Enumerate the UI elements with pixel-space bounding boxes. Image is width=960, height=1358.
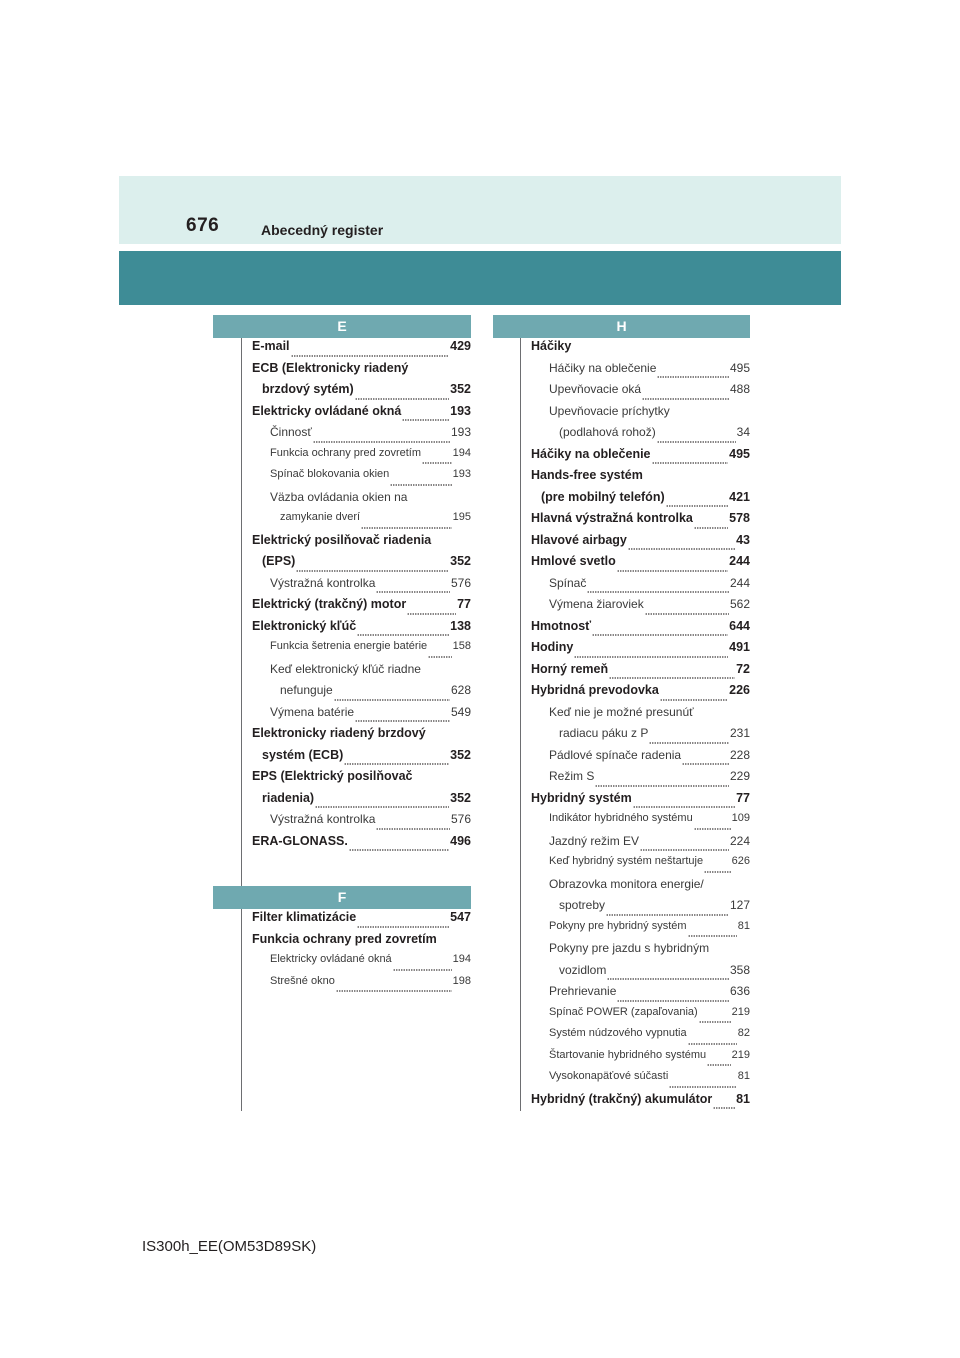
index-subentry: zamykanie dverí 195 <box>252 511 471 533</box>
index-subentry: Spínač 244 <box>531 576 750 598</box>
index-entry: Hlavové airbagy 43 <box>531 533 750 555</box>
index-entry: Hlavná výstražná kontrolka 578 <box>531 511 750 533</box>
index-subentry: radiacu páku z P 231 <box>531 726 750 748</box>
index-entry: Hmotnosť 644 <box>531 619 750 641</box>
index-subentry: Indikátor hybridného systému 109 <box>531 812 750 834</box>
index-entry: Hybridný (trakčný) akumulátor 81 <box>531 1092 750 1114</box>
index-entry: Hmlové svetlo 244 <box>531 554 750 576</box>
index-entry: Háčiky na oblečenie 495 <box>531 447 750 469</box>
index-entry: (EPS) 352 <box>252 554 471 576</box>
index-subentry: Keď nie je možné presunúť <box>549 704 694 719</box>
index-subentry: Pokyny pre hybridný systém 81 <box>531 920 750 942</box>
index-subentry: Výstražná kontrolka 576 <box>252 576 471 598</box>
index-entry: Filter klimatizácie 547 <box>252 910 471 932</box>
index-subentry: Keď elektronický kľúč riadne <box>270 661 421 676</box>
index-entry: Hybridný systém 77 <box>531 791 750 813</box>
index-entry: Funkcia ochrany pred zovretím <box>252 931 437 946</box>
section-h-entries <box>531 339 750 1113</box>
index-subentry: Spínač POWER (zapaľovania) 219 <box>531 1006 750 1028</box>
index-entry: Elektronický kľúč 138 <box>252 619 471 641</box>
index-entry: Hodiny 491 <box>531 640 750 662</box>
section-heading-e: E <box>213 315 471 338</box>
section-f-entries <box>252 910 471 996</box>
index-subentry: (podlahová rohož) 34 <box>531 425 750 447</box>
index-subentry: Väzba ovládania okien na <box>270 489 408 504</box>
index-subentry: Funkcia ochrany pred zovretím 194 <box>252 447 471 469</box>
section-heading-f: F <box>213 886 471 909</box>
index-subentry: Upevňovacie príchytky <box>549 403 670 418</box>
index-subentry: Vysokonapäťové súčasti 81 <box>531 1070 750 1092</box>
index-subentry: Výmena žiaroviek 562 <box>531 597 750 619</box>
index-subentry: Upevňovacie oká 488 <box>531 382 750 404</box>
index-entry: Hands-free systém <box>531 468 643 482</box>
index-subentry: Výstražná kontrolka 576 <box>252 812 471 834</box>
section-heading-h: H <box>493 315 750 338</box>
section-e-entries <box>252 339 471 855</box>
index-entry: riadenia) 352 <box>252 791 471 813</box>
index-entry: Hybridná prevodovka 226 <box>531 683 750 705</box>
index-subentry: Jazdný režim EV 224 <box>531 834 750 856</box>
index-subentry: Režim S 229 <box>531 769 750 791</box>
index-subentry: Spínač blokovania okien 193 <box>252 468 471 490</box>
index-subentry: Systém núdzového vypnutia 82 <box>531 1027 750 1049</box>
index-subentry: Strešné okno 198 <box>252 975 471 997</box>
index-subentry: Prehrievanie 636 <box>531 984 750 1006</box>
index-subentry: Elektricky ovládané okná 194 <box>252 953 471 975</box>
index-entry: (pre mobilný telefón) 421 <box>531 490 750 512</box>
index-entry: ECB (Elektronicky riadený <box>252 360 409 375</box>
index-subentry: Keď hybridný systém neštartuje 626 <box>531 855 750 877</box>
index-entry: Elektricky ovládané okná 193 <box>252 404 471 426</box>
index-entry: Elektrický posilňovač riadenia <box>252 532 432 547</box>
document-code: IS300h_EE(OM53D89SK) <box>142 1238 317 1255</box>
index-subentry: Činnosť 193 <box>252 425 471 447</box>
index-entry: brzdový sytém) 352 <box>252 382 471 404</box>
index-subentry: Štartovanie hybridného systému 219 <box>531 1049 750 1071</box>
index-subentry: Pokyny pre jazdu s hybridným <box>549 941 710 955</box>
index-entry: Háčiky <box>531 339 572 353</box>
index-entry: ERA-GLONASS. 496 <box>252 834 471 856</box>
index-entry: Horný remeň 72 <box>531 662 750 684</box>
index-entry: E-mail 429 <box>252 339 471 361</box>
column-rule-right <box>520 338 521 1111</box>
page-number: 676 <box>186 215 220 236</box>
column-rule-left <box>241 338 242 1111</box>
index-entry: EPS (Elektrický posilňovač <box>252 769 413 783</box>
index-subentry: nefunguje 628 <box>252 683 471 705</box>
index-subentry: Obrazovka monitora energie/ <box>549 876 704 891</box>
index-subentry: vozidlom 358 <box>531 963 750 985</box>
index-subentry: Pádlové spínače radenia 228 <box>531 748 750 770</box>
title-bar <box>119 251 841 305</box>
index-entry: Elektronicky riadený brzdový <box>252 726 426 740</box>
index-entry: Elektrický (trakčný) motor 77 <box>252 597 471 619</box>
index-subentry: spotreby 127 <box>531 898 750 920</box>
page-title: Abecedný register <box>261 222 384 238</box>
header-band <box>119 176 841 244</box>
index-subentry: Výmena batérie 549 <box>252 705 471 727</box>
index-entry: systém (ECB) 352 <box>252 748 471 770</box>
index-subentry: Háčiky na oblečenie 495 <box>531 361 750 383</box>
index-subentry: Funkcia šetrenia energie batérie 158 <box>252 640 471 662</box>
